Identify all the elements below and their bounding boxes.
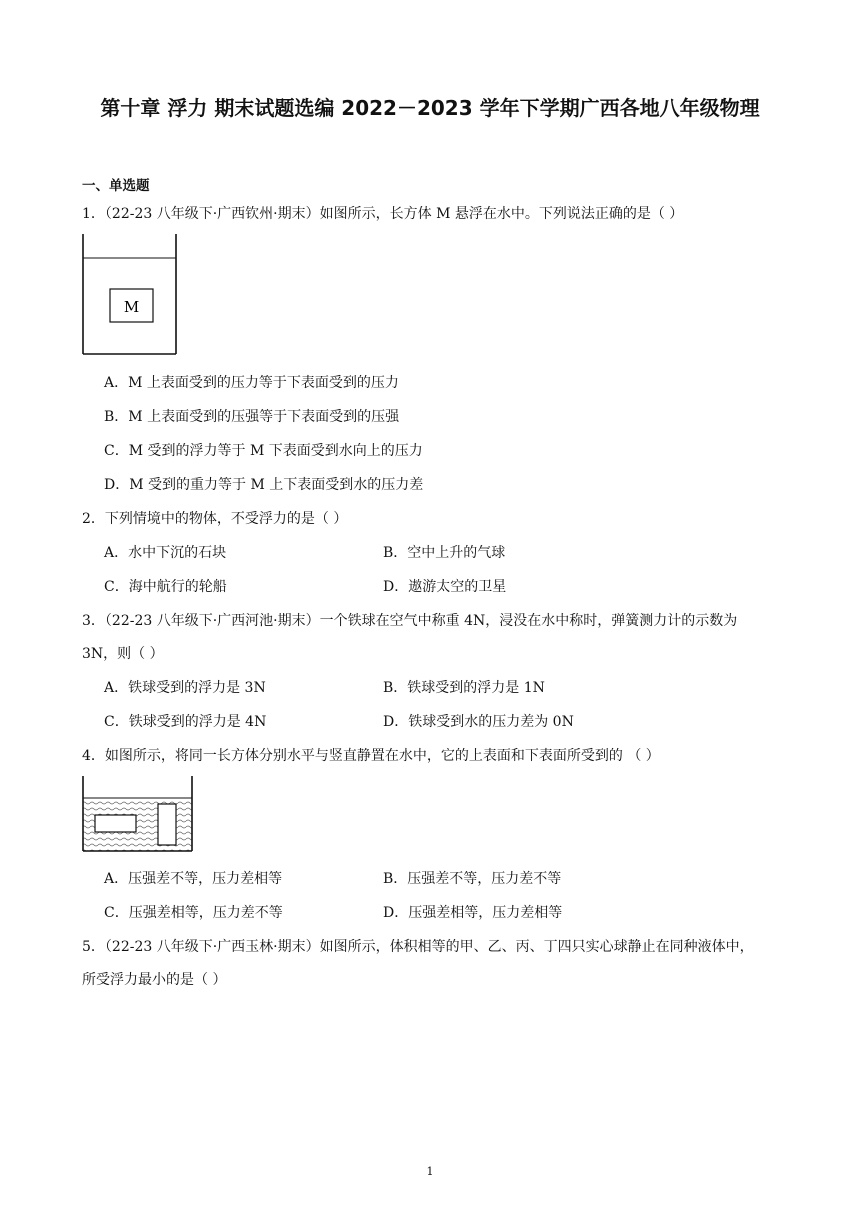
q4-option-a: A．压强差不等，压力差相等 bbox=[104, 871, 283, 887]
q1-option-b: B．M 上表面受到的压强等于下表面受到的压强 bbox=[104, 409, 400, 425]
q4-option-b: B．压强差不等，压力差不等 bbox=[383, 871, 562, 887]
q2-option-b: B．空中上升的气球 bbox=[383, 545, 506, 561]
q2-option-a: A．水中下沉的石块 bbox=[104, 545, 227, 561]
q1-option-a: A．M 上表面受到的压力等于下表面受到的压力 bbox=[104, 375, 399, 391]
section-heading: 一、单选题 bbox=[82, 178, 150, 194]
vertical-block bbox=[158, 804, 176, 845]
q2-option-c: C．海中航行的轮船 bbox=[104, 579, 227, 595]
container-figure-q4 bbox=[82, 776, 194, 854]
q4-option-d: D．压强差相等，压力差相等 bbox=[383, 905, 563, 921]
page-number: 1 bbox=[426, 1165, 434, 1178]
question-5-stem-line2: 所受浮力最小的是（ ） bbox=[82, 972, 227, 988]
question-2-stem: 2．下列情境中的物体，不受浮力的是（ ） bbox=[82, 511, 348, 527]
document-title: 第十章 浮力 期末试题选编 2022－2023 学年下学期广西各地八年级物理 bbox=[100, 96, 760, 120]
horizontal-block bbox=[95, 815, 136, 832]
question-3-stem-line1: 3．（22-23 八年级下·广西河池·期末）一个铁球在空气中称重 4N，浸没在水中称时，弹簧测力计的示数为 bbox=[82, 613, 738, 629]
question-5-stem-line1: 5．（22-23 八年级下·广西玉林·期末）如图所示，体积相等的甲、乙、丙、丁四只实心球静止在同种液体中， bbox=[82, 939, 754, 955]
q1-option-c: C．M 受到的浮力等于 M 下表面受到水向上的压力 bbox=[104, 443, 423, 459]
q2-option-d: D．遨游太空的卫星 bbox=[383, 579, 507, 595]
question-1-stem: 1．（22-23 八年级下·广西钦州·期末）如图所示，长方体 M 悬浮在水中。下列说法正确的是（ ） bbox=[82, 206, 684, 222]
q4-option-c: C．压强差相等，压力差不等 bbox=[104, 905, 283, 921]
block-m-label: M bbox=[123, 298, 140, 316]
q3-option-d: D．铁球受到水的压力差为 0N bbox=[383, 714, 574, 730]
q3-option-b: B．铁球受到的浮力是 1N bbox=[383, 680, 545, 696]
q3-option-c: C．铁球受到的浮力是 4N bbox=[104, 714, 267, 730]
question-3-stem-line2: 3N，则（ ） bbox=[82, 646, 164, 662]
question-4-stem: 4．如图所示，将同一长方体分别水平与竖直静置在水中，它的上表面和下表面所受到的 （ ） bbox=[82, 748, 660, 764]
q3-option-a: A．铁球受到的浮力是 3N bbox=[104, 680, 266, 696]
container-figure-q1 bbox=[82, 234, 178, 356]
q1-option-d: D．M 受到的重力等于 M 上下表面受到水的压力差 bbox=[104, 477, 424, 493]
